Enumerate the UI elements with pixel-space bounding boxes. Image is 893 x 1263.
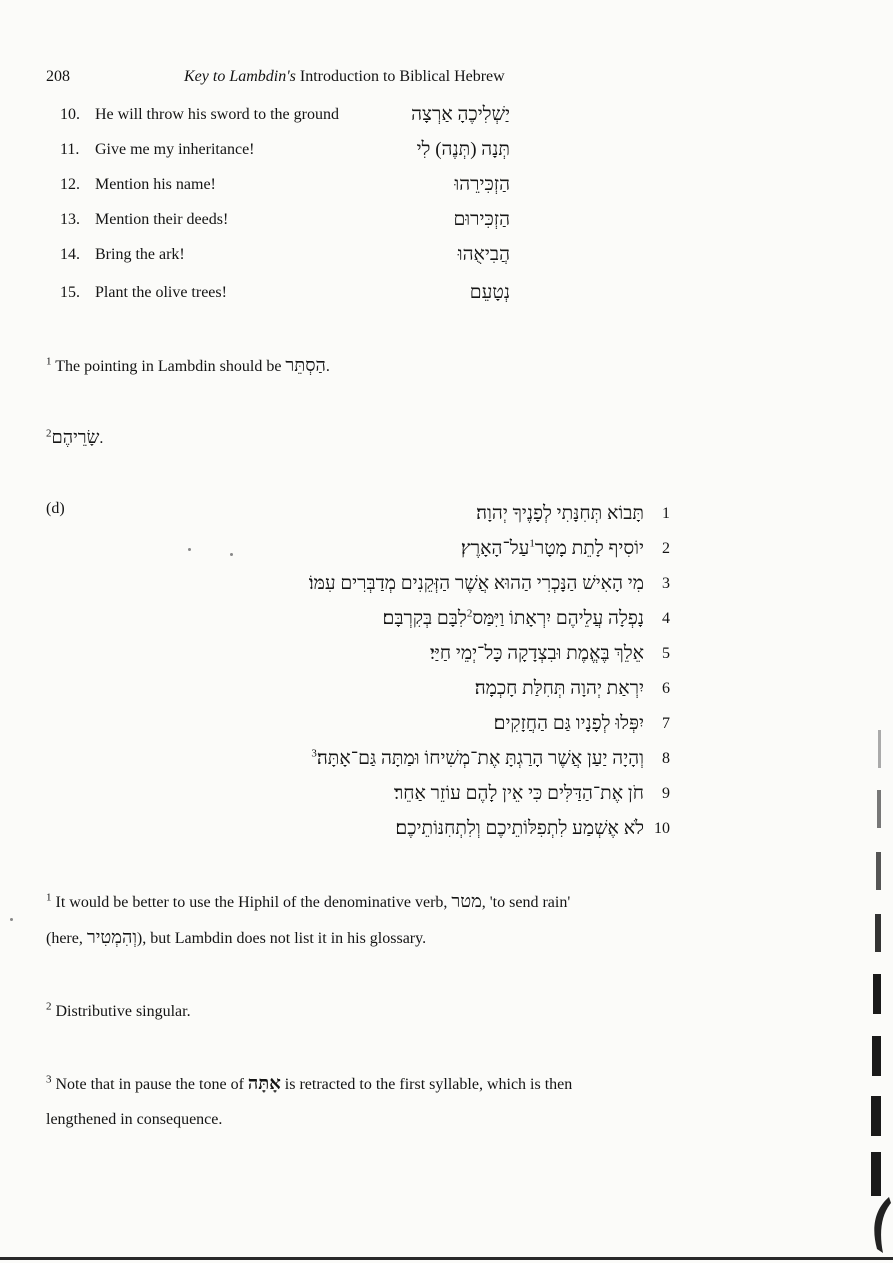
exercise-english: Plant the olive trees! — [95, 284, 227, 301]
scan-speck — [230, 553, 233, 556]
sentence-number: 10 — [654, 820, 670, 837]
footnote-text: , 'to send rain' — [481, 894, 571, 911]
exercise-row — [60, 141, 510, 165]
footnote-mark: 2 — [46, 1000, 52, 1013]
exercise-number: 14. — [60, 246, 80, 263]
running-title-roman: Introduction to Biblical Hebrew — [299, 68, 505, 85]
exercise-english: Mention their deeds! — [95, 211, 229, 228]
note-punct: . — [325, 358, 330, 375]
note-hebrew: הַסְתֵּר — [285, 355, 326, 375]
hebrew-sentence — [250, 678, 670, 708]
hebrew-sentence — [250, 608, 670, 638]
exercise-hebrew: יַשְׁלִיכֶהָ אַרְצָה — [411, 104, 510, 125]
sentence-number: 1 — [662, 505, 670, 522]
footnote-ref: 3 — [311, 747, 317, 760]
sentence-hebrew: חֹן אֶת־הַדַּלִּים כִּי אֵין לָהֶם עוֹזֵר אַחֵר׃ — [393, 783, 644, 804]
footnote-1 — [46, 884, 666, 956]
exercise-english: He will throw his sword to the ground — [95, 106, 339, 123]
exercise-english: Bring the ark! — [95, 246, 185, 263]
footnote-hebrew: מטר — [451, 891, 482, 911]
exercise-hebrew: נְטָעֵם — [469, 282, 510, 303]
exercise-row — [60, 176, 510, 200]
sentence-hebrew — [382, 608, 644, 630]
footnote-line: lengthened in consequence. — [46, 1111, 223, 1128]
exercise-row — [60, 284, 510, 308]
page-bottom-edge — [0, 1257, 893, 1260]
scan-edge-marks — [869, 730, 881, 1210]
note-punct: . — [99, 430, 104, 447]
scan-mark — [876, 852, 881, 890]
footnote-3 — [46, 1066, 666, 1137]
scan-mark — [871, 1152, 881, 1196]
footnote-text: ), but Lambdin does not list it in his glossary. — [136, 930, 427, 947]
sentence-hebrew — [461, 538, 644, 560]
exercise-number: 13. — [60, 211, 80, 228]
exercise-row — [60, 246, 510, 270]
exercise-row — [60, 211, 510, 235]
sentence-number: 3 — [662, 575, 670, 592]
hebrew-sentence — [250, 818, 670, 848]
scan-speck — [188, 548, 191, 551]
exercise-row — [60, 106, 510, 130]
scan-mark — [875, 914, 881, 952]
sentence-number: 2 — [662, 540, 670, 557]
hebrew-sentence — [250, 783, 670, 813]
footnote-mark: 3 — [46, 1073, 52, 1086]
scan-speck — [10, 918, 13, 921]
note-mark: 2 — [46, 427, 52, 440]
footnote-text: (here, — [46, 930, 83, 947]
footnote-text: is retracted to the first syllable, which is then — [284, 1076, 573, 1093]
scan-mark — [877, 790, 881, 828]
footnote-ref: 1 — [529, 537, 535, 550]
footnote-line — [46, 1066, 666, 1102]
exercise-hebrew: הַזְכִּירֵהוּ — [454, 174, 510, 195]
sentence-number: 6 — [662, 680, 670, 697]
sentence-hebrew-part: עַל־הָאָרֶץ׃ — [460, 538, 530, 559]
hebrew-sentence — [250, 538, 670, 568]
footnote-text: Note that in pause the tone of — [55, 1076, 244, 1093]
sentence-hebrew-part: יוֹסִיף לָתֵת מָטָר — [534, 538, 644, 559]
footnote-line — [46, 920, 666, 956]
exercise-english: Give me my inheritance! — [95, 141, 255, 158]
page-number: 208 — [46, 68, 70, 85]
exercise-hebrew: הַזְכִּירוּם — [453, 209, 510, 230]
sentence-hebrew: יִרְאַת יְהוָה תְּחִלַּת חָכְמָה׃ — [474, 678, 644, 699]
note-1 — [46, 348, 666, 384]
sentence-number: 5 — [662, 645, 670, 662]
page-curl-mark — [867, 1193, 893, 1257]
exercise-hebrew: תְּנָה (תְּנֶה) לִי — [416, 139, 510, 160]
hebrew-sentence — [250, 503, 670, 533]
sentence-hebrew-part: לִבָּם בְּקִרְבָּם׃ — [382, 608, 467, 629]
note-hebrew: שָׂרֵיהֶם — [51, 427, 100, 447]
scan-mark — [873, 974, 881, 1014]
footnote-ref: 2 — [466, 607, 473, 620]
exercise-number: 12. — [60, 176, 80, 193]
sentence-number: 8 — [662, 750, 670, 767]
sentence-hebrew: לֹא אֶשְׁמַע לִתְפִלּוֹתֵיכֶם וְלִתְחִנּוֹתֵיכֶם׃ — [395, 818, 644, 839]
footnote-text: It would be better to use the Hiphil of the denominative verb, — [55, 894, 448, 911]
footnote-text: Distributive singular. — [55, 1003, 191, 1020]
note-mark: 1 — [46, 355, 52, 368]
note-text: The pointing in Lambdin should be — [55, 358, 282, 375]
hebrew-sentence — [250, 713, 670, 743]
sentence-hebrew: תָּבוֹא תְּחִנָּתִי לְפָנֶיךָ יְהוָה׃ — [476, 503, 644, 524]
exercise-english: Mention his name! — [95, 176, 216, 193]
sentence-hebrew-part: נָפְלָה עֲלֵיהֶם יִרְאָתוֹ וַיִּמַּס — [472, 608, 644, 629]
hebrew-sentence — [250, 643, 670, 673]
exercise-number: 15. — [60, 284, 80, 301]
hebrew-sentence — [250, 748, 670, 778]
hebrew-sentence — [250, 573, 670, 603]
sentence-hebrew: אֵלֵךְ בֶּאֱמֶת וּבִצְדָקָה כָּל־יְמֵי חַיַּי׃ — [429, 643, 644, 664]
footnote-hebrew: וְהִמְטִיר — [86, 927, 137, 947]
scan-mark — [871, 1096, 881, 1136]
exercise-hebrew: הֲבִיאֻהוּ — [457, 244, 510, 265]
sentence-hebrew — [311, 748, 644, 770]
running-title-italic: Key to Lambdin's — [184, 68, 296, 85]
note-2 — [46, 420, 666, 456]
exercise-number: 11. — [60, 141, 80, 158]
scan-mark — [878, 730, 881, 768]
section-label: (d) — [46, 500, 65, 517]
running-title — [184, 68, 505, 86]
exercise-number: 10. — [60, 106, 80, 123]
scan-mark — [872, 1036, 881, 1076]
sentence-number: 9 — [662, 785, 670, 802]
sentence-hebrew: מִי הָאִישׁ הַנָּכְרִי הַהוּא אֲשֶׁר הַזְּקֵנִים מְדַבְּרִים עִמּוֹ׃ — [308, 573, 644, 594]
sentence-number: 4 — [662, 610, 670, 627]
footnote-line — [46, 884, 666, 920]
footnote-2 — [46, 994, 666, 1029]
footnote-mark: 1 — [46, 891, 52, 904]
sentence-hebrew: יִפְּלוּ לְפָנָיו גַּם הַחֲזָקִים׃ — [493, 713, 644, 734]
footnote-hebrew: אָתָּה — [247, 1073, 281, 1093]
sentence-number: 7 — [662, 715, 670, 732]
sentence-hebrew-part: וְהָיָה יַעַן אֲשֶׁר הָרַגְתָּ אֶת־מְשִׁיחוֹ וּמַתָּה גַּם־אָתָּה׃ — [316, 748, 644, 769]
